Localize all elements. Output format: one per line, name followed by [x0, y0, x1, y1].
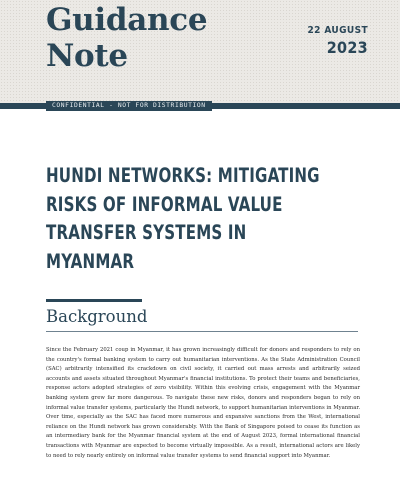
- date-day: 22 AUGUST: [307, 25, 368, 36]
- section-heading: Background: [46, 307, 148, 326]
- publication-date: [307, 25, 368, 59]
- title-line-2: Note: [46, 38, 128, 74]
- body-paragraph: Since the February 2021 coup in Myanmar, it has grown increasingly difficult for donors and responders to rely on the country's formal banking system to carry out humanitarian interventions. As the State Administration Council (SAC) arbitrarily intensified its crackdown on civil society, it carried out mass arrests and arbitrarily seized accounts and assets situated throughout Myanmar's financial institutions. To protect their teams and beneficiaries, response actors adopted strategies of zero visibility. Within this evolving crisis, engagement with the Myanmar banking system grew far more dangerous. To navigate these new risks, donors and responders began to rely on informal value transfer systems, particularly the Hundi network, to support humanitarian interventions in Myanmar. Over time, especially as the SAC has faced more numerous and expansive sanctions from the West, international reliance on the Hundi network has grown considerably. With the Bank of Singapore poised to cease its function as an intermediary bank for the Myanmar financial system at the end of August 2023, formal international financial transactions with Myanmar are expected to become virtually impossible. As a result, international actors are likely to need to rely nearly entirely on informal value transfer systems to send financial support into Myanmar.: [46, 347, 360, 459]
- page-title: [46, 2, 207, 74]
- header-banner: [0, 0, 400, 107]
- section-accent-rule: [46, 299, 142, 302]
- document-title: HUNDI NETWORKS: MITIGATING RISKS OF INFORMAL VALUE TRANSFER SYSTEMS IN MYANMAR: [46, 164, 320, 273]
- section-divider: [46, 331, 358, 332]
- title-line-1: Guidance: [46, 2, 208, 38]
- date-year: 2023: [326, 38, 368, 57]
- confidential-label: CONFIDENTIAL - NOT FOR DISTRIBUTION: [46, 101, 212, 111]
